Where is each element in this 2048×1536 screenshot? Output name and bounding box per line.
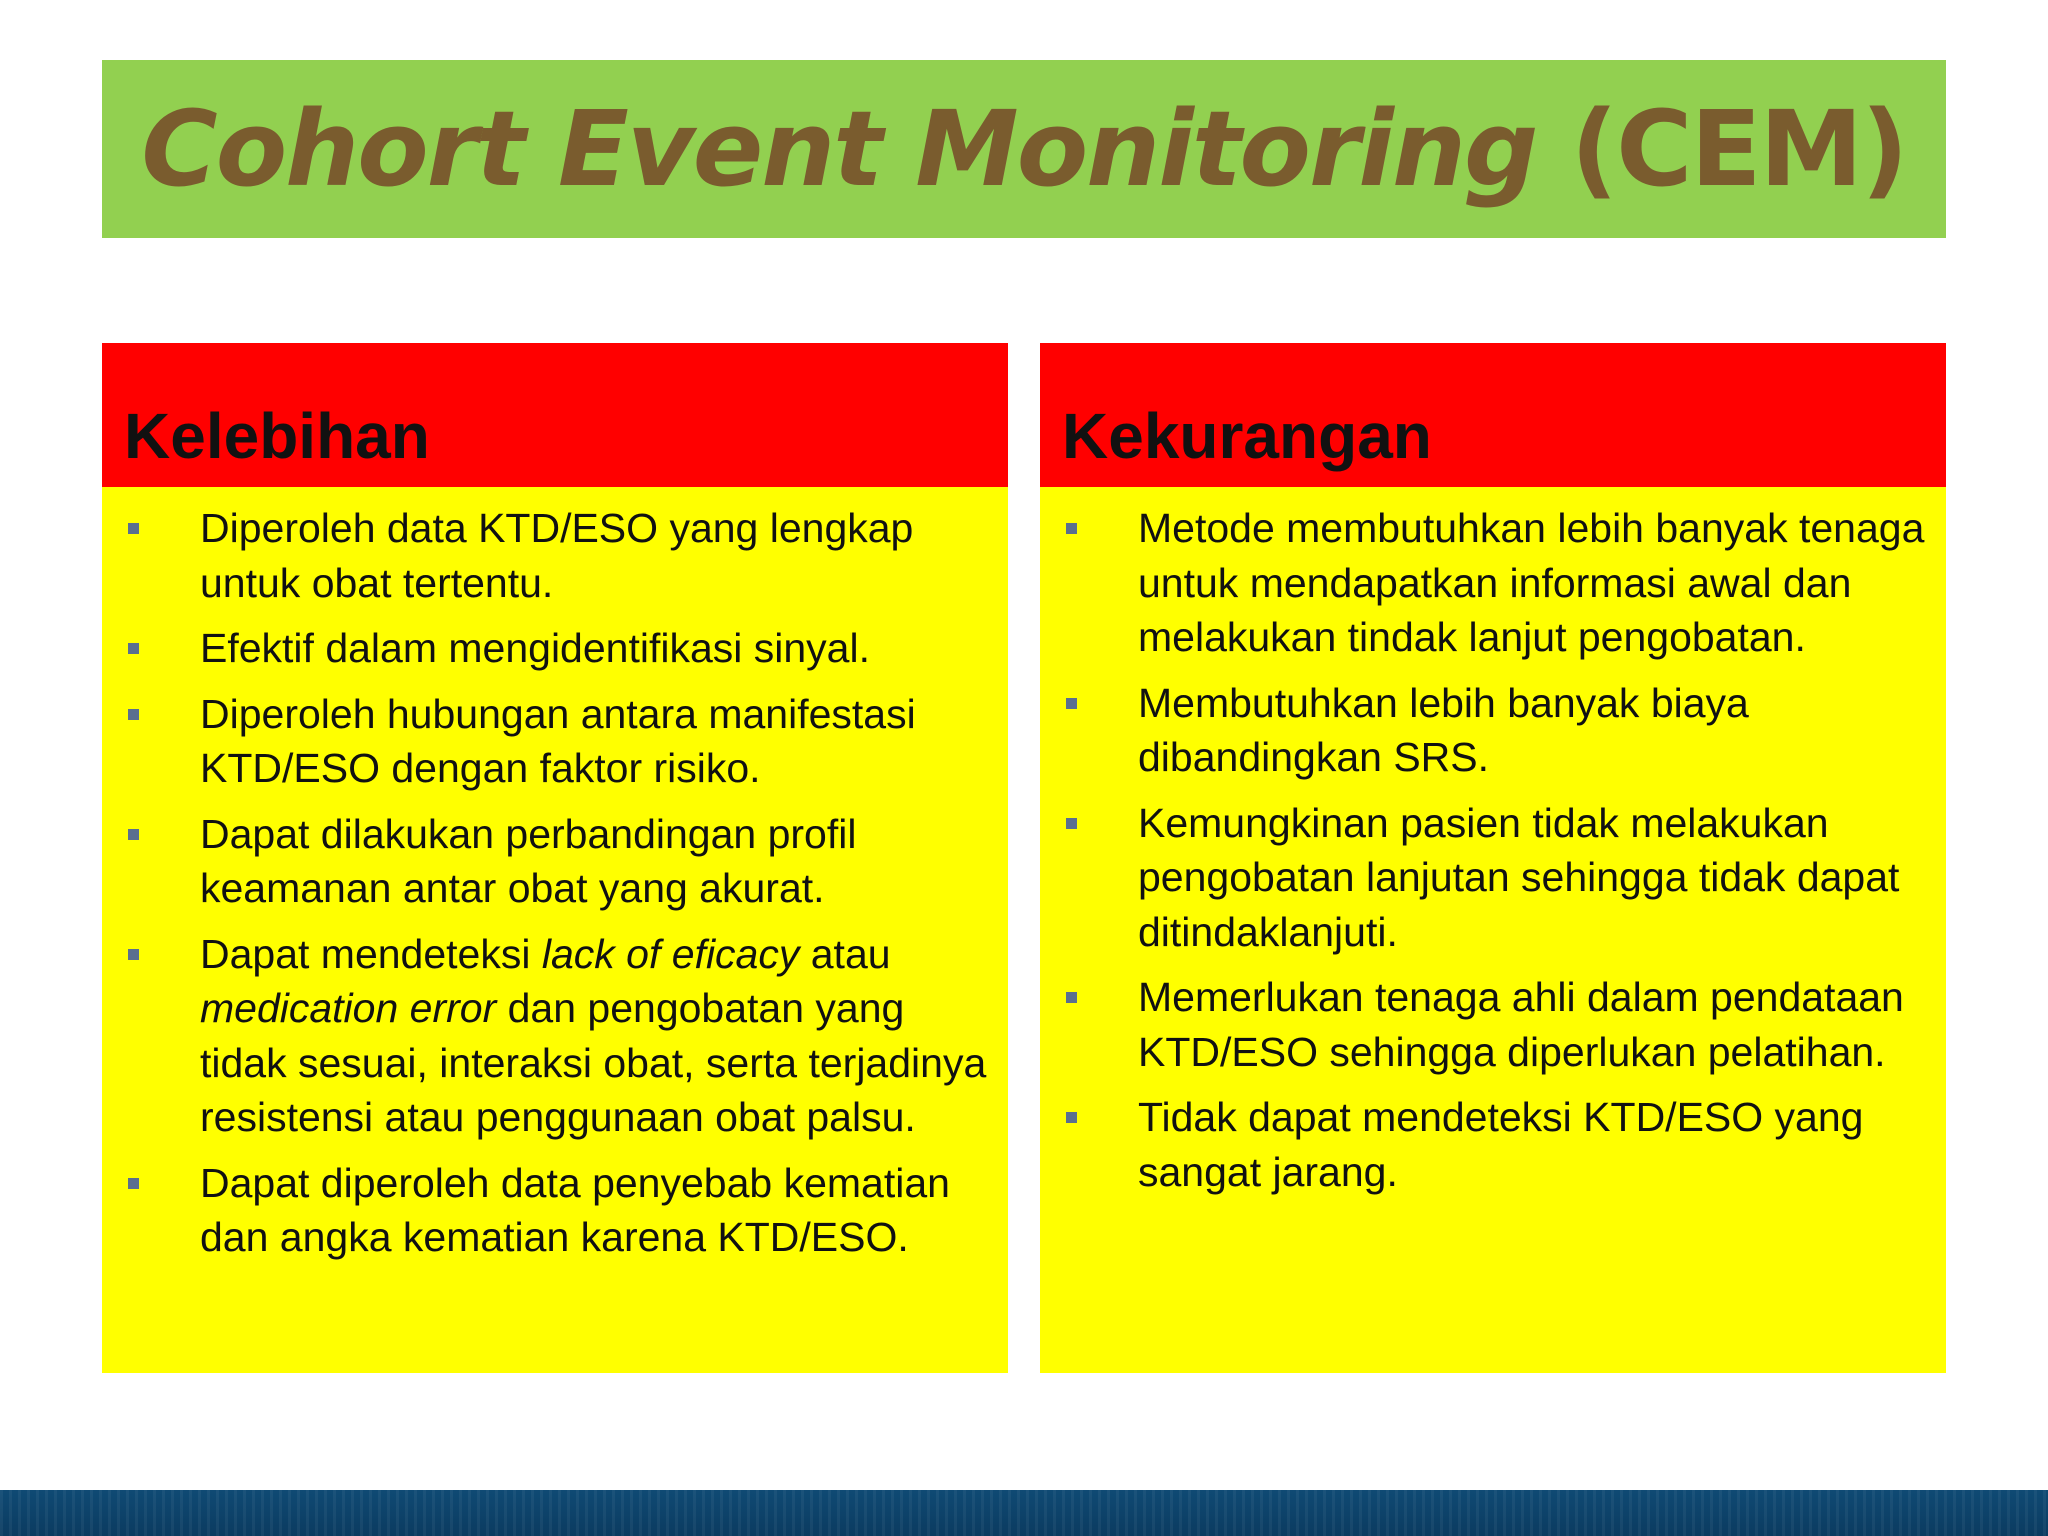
item-text: Diperoleh data KTD/ESO yang lengkap untuk obat tertentu. — [200, 505, 914, 606]
item-text: dan pengobatan yang tidak sesuai, interaksi obat, serta terjadinya resistensi atau penggunaan obat palsu. — [200, 985, 987, 1140]
kelebihan-item — [102, 687, 1008, 796]
kelebihan-item — [102, 927, 1008, 1145]
kekurangan-item — [1040, 676, 1946, 785]
kekurangan-header — [1040, 343, 1946, 487]
item-text: Tidak dapat mendeteksi KTD/ESO yang sangat jarang. — [1138, 1094, 1864, 1195]
item-text: Dapat diperoleh data penyebab kematian dan angka kematian karena KTD/ESO. — [200, 1159, 950, 1260]
item-text: atau — [799, 930, 891, 977]
italic-term: lack of eficacy — [541, 930, 800, 977]
square-bullet-icon — [1066, 818, 1077, 829]
square-bullet-icon — [128, 709, 139, 720]
kekurangan-panel — [1040, 343, 1946, 1373]
kekurangan-item — [1040, 970, 1946, 1079]
item-text: Efektif dalam mengidentifikasi sinyal. — [200, 625, 870, 671]
kelebihan-list — [102, 501, 1008, 1276]
kelebihan-header — [102, 343, 1008, 487]
slide-title — [141, 88, 1906, 210]
kelebihan-item — [102, 807, 1008, 916]
kelebihan-item — [102, 501, 1008, 610]
square-bullet-icon — [128, 523, 139, 534]
slide-title-italic: Cohort Event Monitoring — [141, 88, 1537, 210]
item-text: Membutuhkan lebih banyak biaya dibandingkan SRS. — [1138, 679, 1749, 780]
square-bullet-icon — [128, 829, 139, 840]
item-text: Kemungkinan pasien tidak melakukan pengobatan lanjutan sehingga tidak dapat ditindaklanjuti. — [1138, 799, 1900, 955]
square-bullet-icon — [1066, 992, 1077, 1003]
square-bullet-icon — [128, 1178, 139, 1189]
slide-title-suffix: (CEM) — [1536, 88, 1907, 210]
item-text: Metode membutuhkan lebih banyak tenaga untuk mendapatkan informasi awal dan melakukan tindak lanjut pengobatan. — [1138, 505, 1925, 660]
kekurangan-heading: Kekurangan — [1062, 400, 1432, 472]
kelebihan-item — [102, 1156, 1008, 1265]
kelebihan-panel — [102, 343, 1008, 1373]
kekurangan-item — [1040, 1090, 1946, 1199]
square-bullet-icon — [1066, 698, 1077, 709]
item-text: Dapat mendeteksi — [200, 930, 542, 977]
kekurangan-list — [1040, 501, 1946, 1210]
kelebihan-heading: Kelebihan — [124, 400, 430, 472]
italic-term: medication error — [200, 985, 497, 1031]
kelebihan-item — [102, 621, 1008, 676]
title-banner — [102, 60, 1946, 238]
square-bullet-icon — [1066, 1112, 1077, 1123]
square-bullet-icon — [128, 949, 139, 960]
kekurangan-item — [1040, 501, 1946, 665]
kekurangan-item — [1040, 796, 1946, 960]
item-text: Memerlukan tenaga ahli dalam pendataan KTD/ESO sehingga diperlukan pelatihan. — [1138, 974, 1904, 1075]
item-text: Dapat dilakukan perbandingan profil keamanan antar obat yang akurat. — [200, 810, 857, 911]
item-text: Diperoleh hubungan antara manifestasi KTD/ESO dengan faktor risiko. — [200, 690, 916, 791]
square-bullet-icon — [1066, 523, 1077, 534]
footer-band — [0, 1490, 2048, 1536]
square-bullet-icon — [128, 643, 139, 654]
